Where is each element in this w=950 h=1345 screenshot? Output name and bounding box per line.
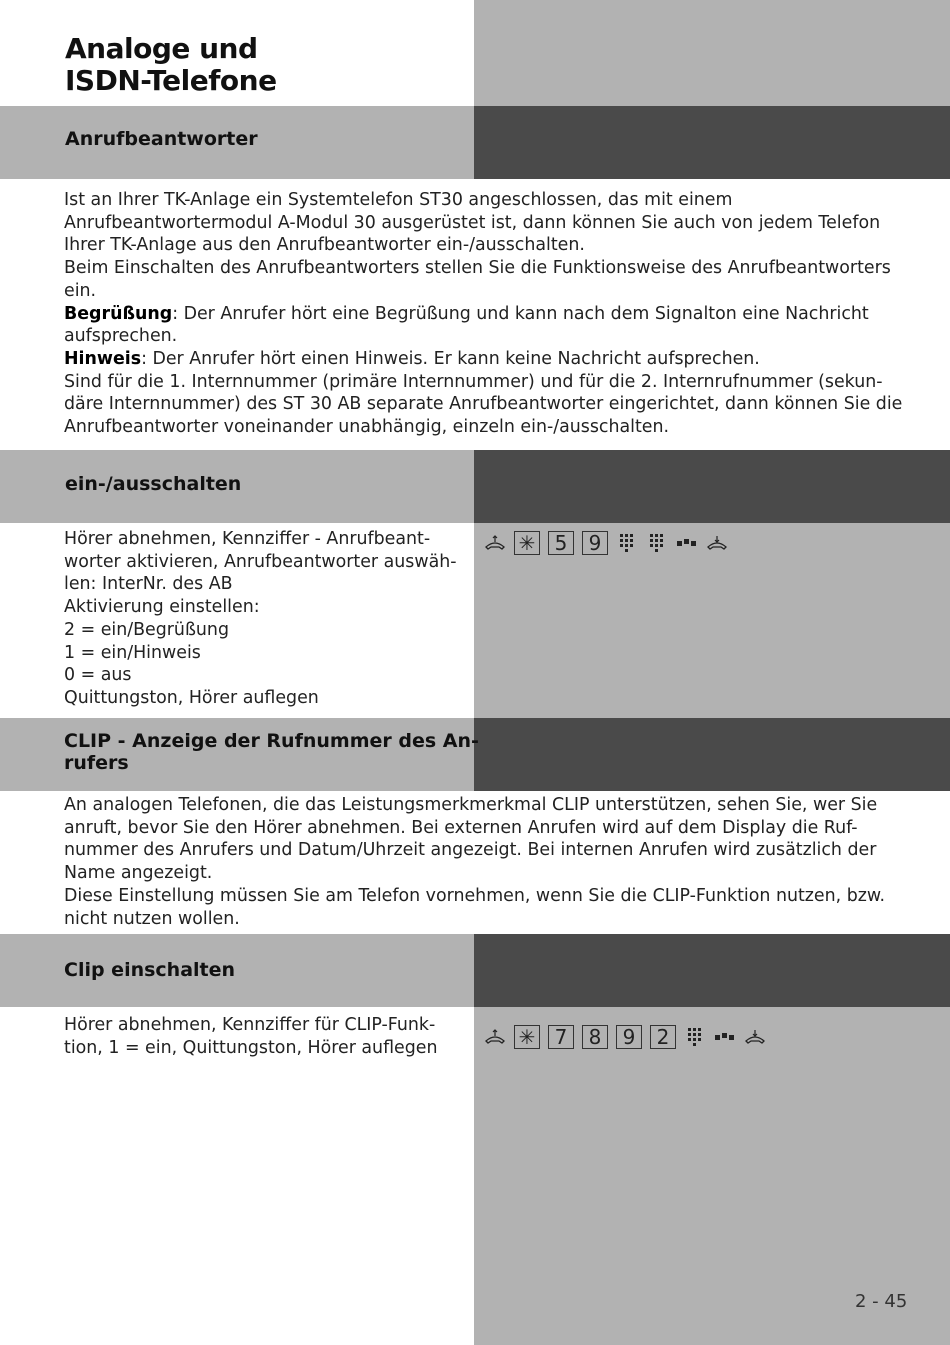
term-hinweis-text: : Der Anrufer hört einen Hinweis. Er kann keine Nachricht aufsprechen. xyxy=(141,348,760,369)
handset-lift-icon xyxy=(484,1025,506,1049)
section-band-dark xyxy=(474,718,950,791)
star-key: ✳ xyxy=(514,531,540,555)
section-title-clip-einschalten: Clip einschalten xyxy=(64,959,236,981)
keypad-icon xyxy=(646,531,668,555)
clip-paragraph-1: An analogen Telefonen, die das Leistungsmerkmerkmal CLIP unterstützen, sehen Sie, wer Sie anruft, bevor Sie den Hörer abnehmen. Bei externen Anrufen wird auf dem Display die Ruf- nummer des Anrufers und Datum/Uhrzeit angezeigt. Bei internen Anrufen wird zusätzlich der Name angezeigt. xyxy=(64,795,878,884)
section-band-dark xyxy=(474,450,950,523)
digit-9-key: 9 xyxy=(616,1025,642,1049)
intro-paragraph-2: Beim Einschalten des Anrufbeantworters stellen Sie die Funktionsweise des Anrufbeantworters ein. xyxy=(64,258,891,301)
intro-text xyxy=(64,189,924,439)
section-title-anrufbeantworter: Anrufbeantworter xyxy=(65,128,258,150)
instruction-line: Hörer abnehmen, Kennziffer für CLIP-Funk- xyxy=(64,1015,436,1035)
section-title-clip-line1: CLIP - Anzeige der Rufnummer des An- xyxy=(64,730,479,752)
key-sequence-ein-ausschalten xyxy=(484,531,728,555)
confirmation-tone-icon xyxy=(676,531,698,555)
term-begruessung-text: : Der Anrufer hört eine Begrüßung und kann nach dem Signalton eine Nachricht aufsprechen. xyxy=(64,303,869,347)
section-band-dark xyxy=(474,934,950,1007)
digit-5-key: 5 xyxy=(548,531,574,555)
instructions-ein-ausschalten xyxy=(64,528,469,710)
definition-begruessung xyxy=(64,303,924,348)
page-title xyxy=(65,33,277,97)
digit-9-key: 9 xyxy=(582,531,608,555)
digit-8-key: 8 xyxy=(582,1025,608,1049)
instruction-line: Quittungston, Hörer auflegen xyxy=(64,687,319,708)
section-title-clip-line2: rufers xyxy=(64,752,129,774)
instruction-line: tion, 1 = ein, Quittungston, Hörer auflegen xyxy=(64,1037,438,1058)
instruction-line: worter aktivieren, Anrufbeantworter auswäh- xyxy=(64,551,457,572)
page-title-line1: Analoge und xyxy=(65,32,258,65)
digit-2-key: 2 xyxy=(650,1025,676,1049)
term-begruessung: Begrüßung xyxy=(64,303,173,324)
keypad-icon xyxy=(616,531,638,555)
confirmation-tone-icon xyxy=(714,1025,736,1049)
star-key: ✳ xyxy=(514,1025,540,1049)
clip-text xyxy=(64,794,924,930)
section-title-ein-ausschalten: ein-/ausschalten xyxy=(65,473,242,495)
instruction-line: 1 = ein/Hinweis xyxy=(64,642,201,663)
handset-hangup-icon xyxy=(706,531,728,555)
instruction-line: 2 = ein/Begrüßung xyxy=(64,619,229,640)
term-hinweis: Hinweis xyxy=(64,348,142,369)
instructions-clip-einschalten xyxy=(64,1014,469,1059)
page-title-line2: ISDN-Telefone xyxy=(65,64,277,97)
keypad-icon xyxy=(684,1025,706,1049)
key-sequence-clip-einschalten xyxy=(484,1025,766,1049)
handset-lift-icon xyxy=(484,531,506,555)
page-number: 2 - 45 xyxy=(855,1291,908,1312)
intro-paragraph-1: Ist an Ihrer TK-Anlage ein Systemtelefon ST30 angeschlossen, das mit einem Anrufbeantwortermodul A-Modul 30 ausgerüstet ist, dann können Sie auch von jedem Telefon Ihrer TK-Anlage aus den Anrufbeantworter ein-/ausschalten. xyxy=(64,190,881,256)
instruction-line: Aktivierung einstellen: xyxy=(64,597,260,618)
instruction-line: 0 = aus xyxy=(64,665,132,686)
section-band-dark xyxy=(474,106,950,179)
instruction-line: Hörer abnehmen, Kennziffer - Anrufbeant- xyxy=(64,529,431,549)
handset-hangup-icon xyxy=(744,1025,766,1049)
instruction-line: len: InterNr. des AB xyxy=(64,574,233,595)
clip-paragraph-2: Diese Einstellung müssen Sie am Telefon vornehmen, wenn Sie die CLIP-Funktion nutzen, bzw. nicht nutzen wollen. xyxy=(64,885,886,929)
intro-paragraph-outro: Sind für die 1. Internnummer (primäre Internnummer) und für die 2. Internrufnummer (sekun- däre Internnummer) des ST 30 AB separate Anrufbeantworter eingerichtet, dann können Sie die Anrufbeantworter voneinander unabhängig, einzeln ein-/ausschalten. xyxy=(64,371,903,438)
definition-hinweis xyxy=(64,348,924,371)
section-title-clip xyxy=(64,730,479,774)
digit-7-key: 7 xyxy=(548,1025,574,1049)
